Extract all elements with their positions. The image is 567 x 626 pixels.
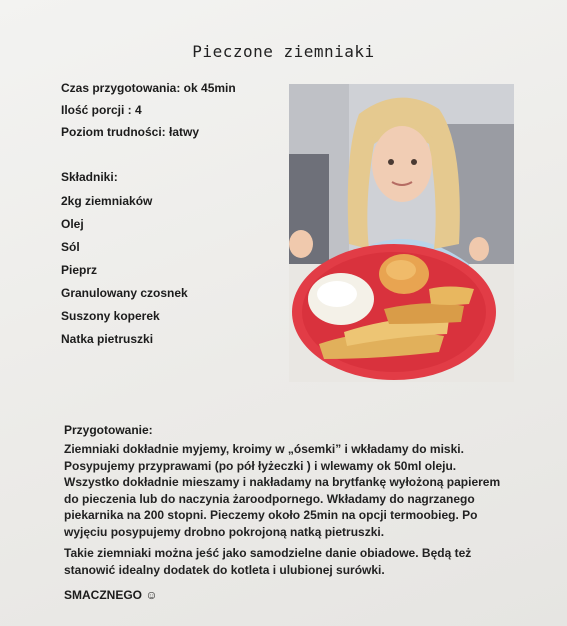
serving-text: Takie ziemniaki można jeść jako samodzielne danie obiadowe. Będą też stanowić idealny dodatek do kotleta i ulubionej surówki. — [64, 546, 472, 577]
ingredient-item: Olej — [61, 217, 84, 231]
ingredients-heading: Składniki: — [61, 170, 118, 184]
difficulty: Poziom trudności: łatwy — [61, 125, 200, 139]
ingredient-item: Granulowany czosnek — [61, 286, 188, 300]
ingredient-item: Pieprz — [61, 263, 98, 277]
ingredient-item: Suszony koperek — [61, 309, 160, 323]
servings: Ilość porcji : 4 — [61, 103, 142, 117]
recipe-meta — [61, 77, 236, 143]
ingredient-item: Natka pietruszki — [61, 332, 154, 346]
preparation-text: Ziemniaki dokładnie myjemy, kroimy w „ósemki” i wkładamy do miski. Posypujemy przyprawami (po pół łyżeczki ) i wlewamy ok 50ml oleju. Wszystko dokładnie mieszamy i nakładamy na brytfankę wyłożoną papierem do pieczenia lub do naczynia żaroodpornego. Wkładamy do nagrzanego piekarnika na 200 stopni. Pieczemy około 25min na opcji termoobieg. Po wyjęciu posypujemy drobno pokrojoną natką pietruszki. — [64, 442, 501, 539]
ingredients-list — [61, 170, 188, 355]
recipe-photo — [289, 84, 514, 382]
prep-time: Czas przygotowania: ok 45min — [61, 81, 236, 95]
page-title: Pieczone ziemniaki — [192, 42, 375, 61]
ingredient-item: Sól — [61, 240, 80, 254]
preparation-heading: Przygotowanie: — [64, 423, 153, 437]
ingredient-item: 2kg ziemniaków — [61, 194, 153, 208]
closing-text: SMACZNEGO ☺ — [64, 588, 158, 602]
